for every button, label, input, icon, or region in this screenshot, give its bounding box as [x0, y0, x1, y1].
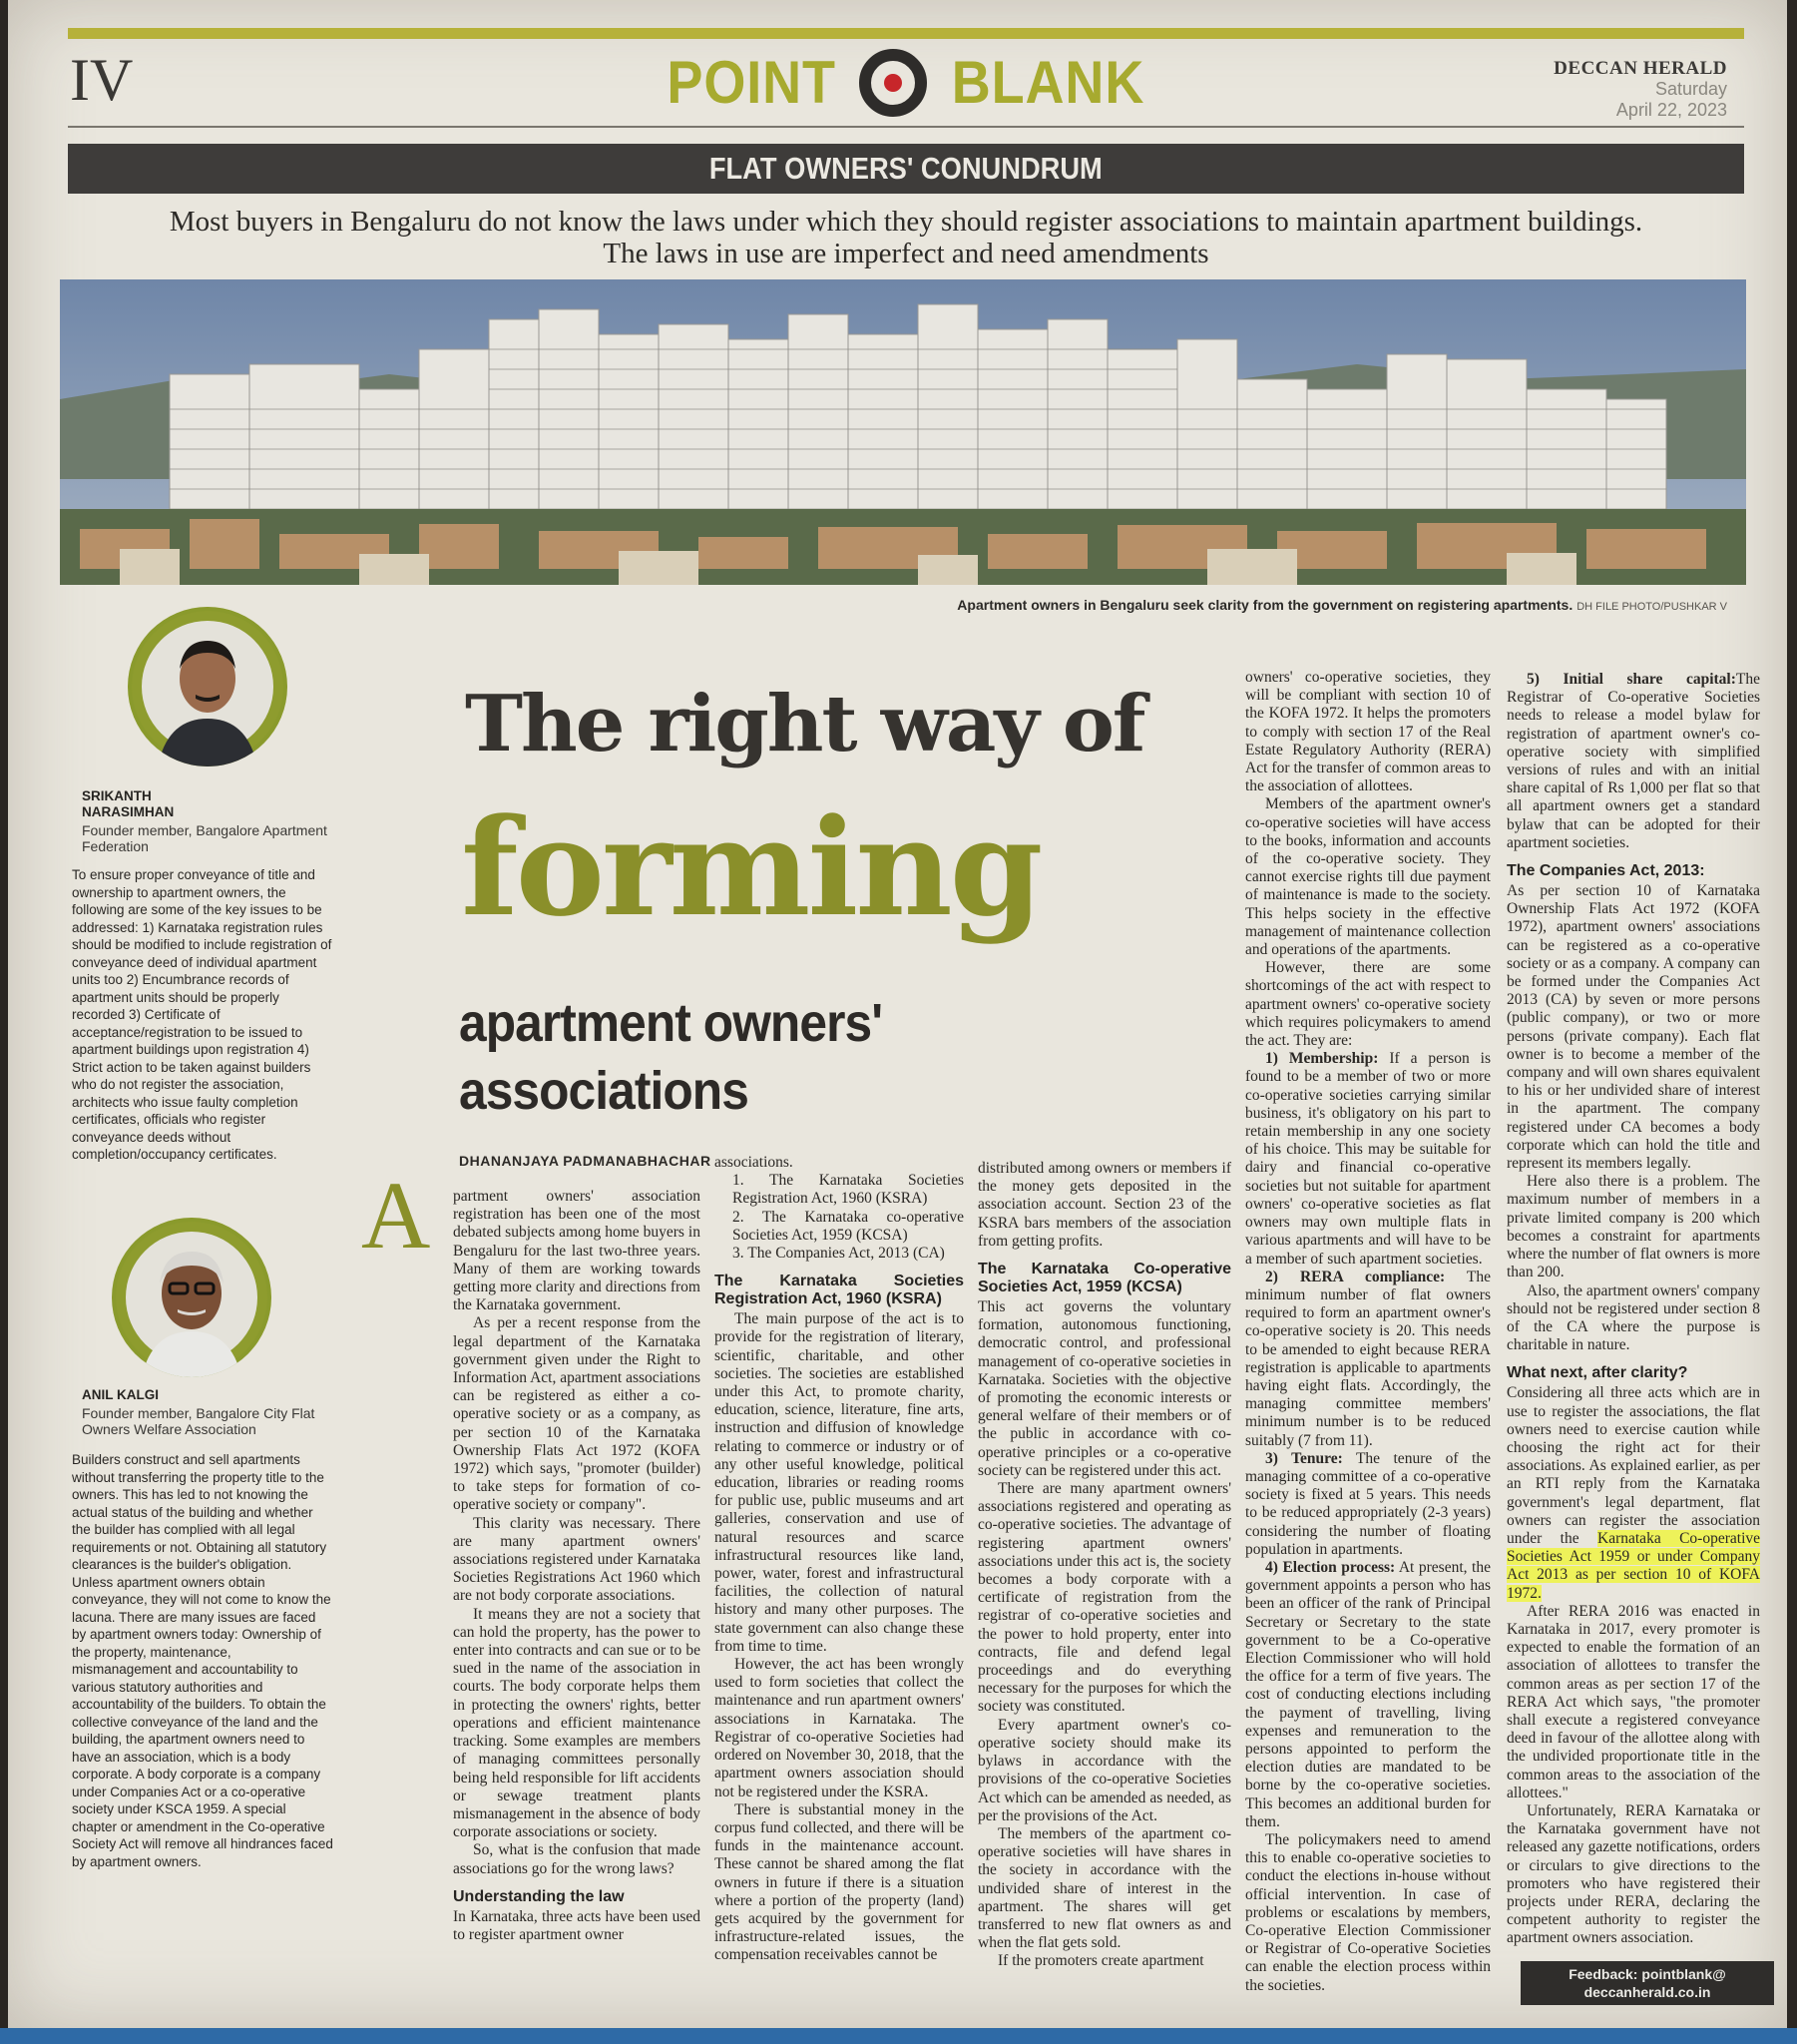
opinion-1-text: To ensure proper conveyance of title and ownership to apartment owners, the following are some of the key issues to be addressed: 1) Karnataka registration rules should be modified to include registration of conveyance deed of individual apartment units too 2) Encumbrance records of apartment units should be properly recorded 3) Certificate of acceptance/registration to be issued to apartment buildings upon registration 4) Strict action to be taken against builders who do not register the association, architects who issue faulty completion certificates, officials who register conveyance deeds without completion/occupancy certificates. — [72, 867, 332, 1162]
masthead — [8, 48, 1787, 117]
paragraph: The members of the apartment co-operative societies will have shares in the society in accordance with the undivided share of interest in the apartment. The shares will get transferred to new flat owners as and when the flat gets sold. — [978, 1824, 1231, 1952]
point-text: The Registrar of Co-operative Societies needs to release a model bylaw for registration of apartment owner's co-operative society with simplified versions of rules and with an initial share capital of Rs 1,000 per flat so that all apartment owners get a standard bylaw that can be adopted for their apartment societies. — [1507, 671, 1760, 851]
paragraph: owners' co-operative societies, they will be compliant with section 10 of the KOFA 1972. It helps the promoters to comply with section 17 of the Real Estate Regulatory Authority (RERA) Act for the transfer of common areas to the association of allottees. — [1245, 669, 1491, 795]
subhead: The Companies Act, 2013: — [1507, 862, 1705, 880]
subhead: What next, after clarity? — [1507, 1364, 1688, 1382]
paragraph: It means they are not a society that can hold the property, has the power to enter into contracts and can sue or to be sued in the name of the association in courts. The body corporate helps them in protecting the owners' rights, better operations and efficient maintenance tracking. Some examples are members of managing committees personally being held responsible for lift accidents or sewage treatment plants mismanagement in the absence of body corporate associations or society. — [453, 1605, 700, 1841]
list-item: 1. The Karnataka Societies Registration Act, 1960 (KSRA) — [732, 1172, 964, 1208]
paragraph: This act governs the voluntary formation, autonomous functioning, democratic control, and professional management of co-operative societies in Karnataka. Societies with the objective of promoting the economic interests or general welfare of their members or of the public in accordance with co-operative principles or a co-operative society can be registered under this act. — [978, 1298, 1231, 1479]
article-column-4 — [1245, 669, 1491, 1995]
page-number: IV — [70, 47, 134, 113]
paragraph: As per section 10 of Karnataka Ownership Flats Act 1972 (KOFA 1972), apartment owners' associations can be registered as a co-operative society or as a company. A company can be formed under the Companies Act 2013 (CA) by seven or more persons (public company), or two or more persons (private company). Each flat owner is to become a member of the company and will own shares equivalent to his or her undivided share of interest in the apartment. The company registered under CA becomes a body corporate which can hold the title and represent its members legally. — [1507, 882, 1760, 1173]
subhead: The Karnataka Societies Registration Act, 1960 (KSRA) — [714, 1273, 964, 1308]
paragraph: Members of the apartment owner's co-operative societies will have access to the books, information and accounts of the co-operative society. They cannot exercise rights till due payment of maintenance is made to the society. This helps society in the effective management of maintenance collection and operations of the apartments. — [1245, 795, 1491, 959]
paragraph: There is substantial money in the corpus fund collected, and there will be funds in the maintenance account. These cannot be shared among the flat owners in future if there is a situation where a portion of the property (land) gets acquired by the government for infrastructure-related issues, the compensation receivables cannot be — [714, 1800, 964, 1964]
paragraph — [1507, 1384, 1760, 1602]
list-item — [1507, 671, 1760, 852]
paragraph: In Karnataka, three acts have been used to register apartment owner — [453, 1907, 700, 1943]
byline: DHANANJAYA PADMANABHACHAR — [459, 1153, 711, 1169]
list-item — [1245, 1269, 1491, 1450]
point-label: 1) Membership: — [1265, 1050, 1379, 1068]
headline-line-1: The right way of — [465, 679, 1144, 769]
article-column-5 — [1507, 671, 1760, 1948]
list-item: 3. The Companies Act, 2013 (CA) — [732, 1245, 945, 1263]
list-item — [1245, 1559, 1491, 1831]
paper-name: DECCAN HERALD — [1554, 58, 1727, 79]
opinion-1-role: Founder member, Bangalore Apartment Federation — [82, 822, 327, 854]
point-label: 4) Election process: — [1265, 1558, 1396, 1576]
paragraph: As per a recent response from the legal department of the Karnataka government given under the Right to Information Act, apartment associations can be registered as either a co-operative society or as a company, as per section 10 of the Karnataka Ownership Flats Act 1972 (KOFA 1972) which says, "promoter (builder) to take steps for formation of co-operative society or company". — [453, 1314, 700, 1514]
masthead-blank: BLANK — [951, 49, 1145, 116]
photo-credit: DH FILE PHOTO/PUSHKAR V — [1576, 601, 1727, 613]
paper-day: Saturday — [1654, 79, 1727, 99]
blue-edge — [0, 2028, 1797, 2044]
opinion-1-name — [82, 788, 331, 820]
list-item: 2. The Karnataka co-operative Societies Act, 1959 (KCSA) — [732, 1208, 964, 1244]
paragraph: There are many apartment owners' associations registered and operating as co-operative societies. The advantage of registering apartment owners' associations under this act is, the society becomes a body corporate with a certificate of registration from the registrar of co-operative societies and the power to hold property, enter into contracts, file and defend legal proceedings and do everything necessary for the purposes for which the society was constituted. — [978, 1480, 1231, 1716]
subhead: Understanding the law — [453, 1887, 625, 1905]
caption-text: Apartment owners in Bengaluru seek clarity from the government on registering apartments. — [957, 597, 1573, 613]
paragraph: If the promoters create apartment — [998, 1952, 1204, 1970]
deck-line-1: Most buyers in Bengaluru do not know the laws under which they should register associations to maintain apartment buildings. — [169, 206, 1643, 238]
headline-line-3: apartment owners' — [459, 993, 883, 1053]
headline-line-4: associations — [459, 1061, 748, 1121]
headline-line-2: forming — [461, 788, 1041, 946]
subhead: The Karnataka Co-operative Societies Act, 1959 (KCSA) — [978, 1261, 1231, 1296]
opinion-1-name-line1: SRIKANTH — [82, 788, 152, 803]
point-text: The minimum number of flat owners required to form an apartment owner's co-operative society is 20. This needs to be amended to eight because RERA registration is applicable to apartments having eight flats. Accordingly, the managing committee members' minimum number is to be reduced suitably (7 from 11). — [1245, 1268, 1491, 1449]
list-item — [1245, 1050, 1491, 1268]
paragraph: However, the act has been wrongly used to form societies that collect the maintenance and run apartment owners' associations in Karnataka. The Registrar of co-operative Societies had ordered on November 30, 2018, that the apartment owners association should not be registered under the KSRA. — [714, 1656, 964, 1800]
deck-line-2: The laws in use are imperfect and need amendments — [603, 238, 1209, 269]
paragraph: Every apartment owner's co-operative society should make its bylaws in accordance with the provisions of the co-operative Societies Act which can be amended as needed, as per the provisions of the Act. — [978, 1716, 1231, 1824]
paragraph: Also, the apartment owners' company should not be registered under section 8 of the CA where the purpose is charitable in nature. — [1507, 1281, 1760, 1354]
target-icon — [859, 49, 927, 117]
paragraph: The main purpose of the act is to provide for the registration of literary, scientific, charitable, and other societies. The societies are established under this Act, to promote charity, education, science, literature, fine arts, instruction and diffusion of knowledge relating to commerce or industry or of any other useful knowledge, political education, libraries or reading rooms for public use, public museums and art galleries, conservation and use of natural resources and scarce infrastructural resources like land, power, water, forest and infrastructural facilities, the collection of natural history and many other purposes. The state government can also change these from time to time. — [714, 1310, 964, 1655]
highlighted-text: Karnataka Co-operative Societies Act 1959 or under Company Act 2013 as per section 10 of KOFA 1972. — [1507, 1529, 1760, 1602]
opinion-2-role: Founder member, Bangalore City Flat Owners Welfare Association — [82, 1405, 315, 1437]
opinion-2-name-line1: ANIL KALGI — [82, 1387, 159, 1402]
kicker: FLAT OWNERS' CONUNDRUM — [709, 151, 1103, 186]
paragraph: Here also there is a problem. The maximum number of members in a private limited company is 200 which becomes a constraint for apartments where the number of flat owners is more than 200. — [1507, 1173, 1760, 1281]
paragraph: This clarity was necessary. There are many apartment owners' associations registered under Karnataka Societies Registrations Act 1960 which are not body corporate associations. — [453, 1514, 700, 1605]
paragraph: distributed among owners or members if the money gets deposited in the association account. Section 23 of the KSRA bars members of the association from getting profits. — [978, 1160, 1231, 1250]
kicker-bar — [68, 144, 1744, 194]
paragraph: Unfortunately, RERA Karnataka or the Karnataka government have not released any gazette notifications, orders or circulars to give directions to the promoters who have registered their projects under RERA, declaring the competent authority to register the apartment owners association. — [1507, 1801, 1760, 1947]
opinion-2-text: Builders construct and sell apartments without transferring the property title to the owners. This has led to not knowing the actual status of the building and whether the builder has complied with all legal requirements or not. Obtaining all statutory clearances is the builder's obligation. Unless apartment owners obtain conveyance, they will not come to know the lacuna. There are many issues are faced by apartment owners today: Ownership of the property, maintenance, mismanagement and accountability to various statutory authorities and accountability of the builders. To obtain the collective conveyance of the land and the building, the apartment owners need to have an association, which is a body corporate. A body corporate is a company under Companies Act or a co-operative society under KSCA 1959. A special chapter or amendment in the Co-operative Society Act will remove all hindrances faced by apartment owners. — [72, 1452, 333, 1869]
feedback-line-2: deccanherald.co.in — [1583, 1984, 1711, 2000]
masthead-rule — [68, 126, 1744, 128]
avatar — [112, 1218, 271, 1377]
paragraph: partment owners' association registration has been one of the most debated subjects among home buyers in Bengaluru for the last two-three years. Many of them are working towards getting more clarity and directions from the Karnataka government. — [453, 1188, 700, 1314]
point-text: At present, the government appoints a person who has been an officer of the rank of Principal Secretary or Secretary to the state government to be a Co-operative Election Commissioner who will hold the office for a term of five years. The cost of conducting elections including the payment of travelling, living expenses and remuneration to the persons appointed to perform the election duties are mandated to be borne by the co-operative societies. This becomes an additional burden for them. — [1245, 1558, 1491, 1830]
drop-cap: A — [361, 1162, 431, 1269]
photo-caption — [957, 597, 1727, 613]
apartments-photo — [60, 279, 1746, 585]
list-item — [1245, 1450, 1491, 1559]
opinion-1-name-line2: NARASIMHAN — [82, 804, 175, 819]
article-column-3 — [978, 1160, 1231, 1971]
top-rule — [68, 28, 1744, 39]
feedback-line-1: Feedback: pointblank@ — [1569, 1966, 1726, 1982]
paragraph-text: Considering all three acts which are in use to register the associations, the flat owners need to exercise caution while choosing the right act for their associations. As explained earlier, as per an RTI reply from the Karnataka government's legal department, flat owners can register the association under the — [1507, 1384, 1760, 1547]
point-text: The tenure of the managing committee of a co-operative society is fixed at 5 years. This needs to be reduced appropriately (2-3 years) considering the number of floating population in apartments. — [1245, 1449, 1491, 1558]
point-label: 2) RERA compliance: — [1265, 1268, 1446, 1285]
article-column-2 — [714, 1154, 964, 1965]
paragraph: The policymakers need to amend this to enable co-operative societies to conduct the elections in-house without official intervention. In case of problems or escalations by members, Co-operative Election Commissioner or Registrar of Co-operative Societies can enable the election process within the societies. — [1245, 1831, 1491, 1994]
masthead-point: POINT — [667, 49, 836, 116]
paragraph: However, there are some shortcomings of the act with respect to apartment owners' co-operative society which requires policymakers to amend the act. They are: — [1245, 959, 1491, 1050]
point-label: 3) Tenure: — [1265, 1449, 1343, 1467]
paper-date: April 22, 2023 — [1615, 100, 1727, 120]
avatar — [128, 607, 287, 766]
point-label: 5) Initial share capital: — [1527, 671, 1736, 688]
deck — [48, 206, 1764, 269]
point-text: If a person is found to be a member of two or more co-operative societies carrying similar business, it's obligatory on his part to retain membership in any one society of his choice. This may be suitable for dairy and financial co-operative societies but not suitable for apartment owners' co-operative societies as flat owners may own multiple flats in various apartments and will have to be a member of such apartment societies. — [1245, 1050, 1491, 1268]
paragraph: After RERA 2016 was enacted in Karnataka in 2017, every promoter is expected to enable the formation of an association of allottees to transfer the common areas as per section 17 of the RERA Act which says, "the promoter shall execute a registered conveyance deed in favour of the allottee along with the undivided proportionate title in the common areas to the association of the allottees." — [1507, 1602, 1760, 1801]
paragraph: associations. — [714, 1154, 793, 1171]
opinion-2-name — [82, 1387, 331, 1403]
paragraph: So, what is the confusion that made associations go for the wrong laws? — [453, 1841, 700, 1877]
paper-info — [1554, 58, 1727, 121]
article-column-1 — [453, 1188, 700, 1944]
newspaper-page — [8, 0, 1787, 2028]
feedback-box — [1521, 1961, 1774, 2005]
